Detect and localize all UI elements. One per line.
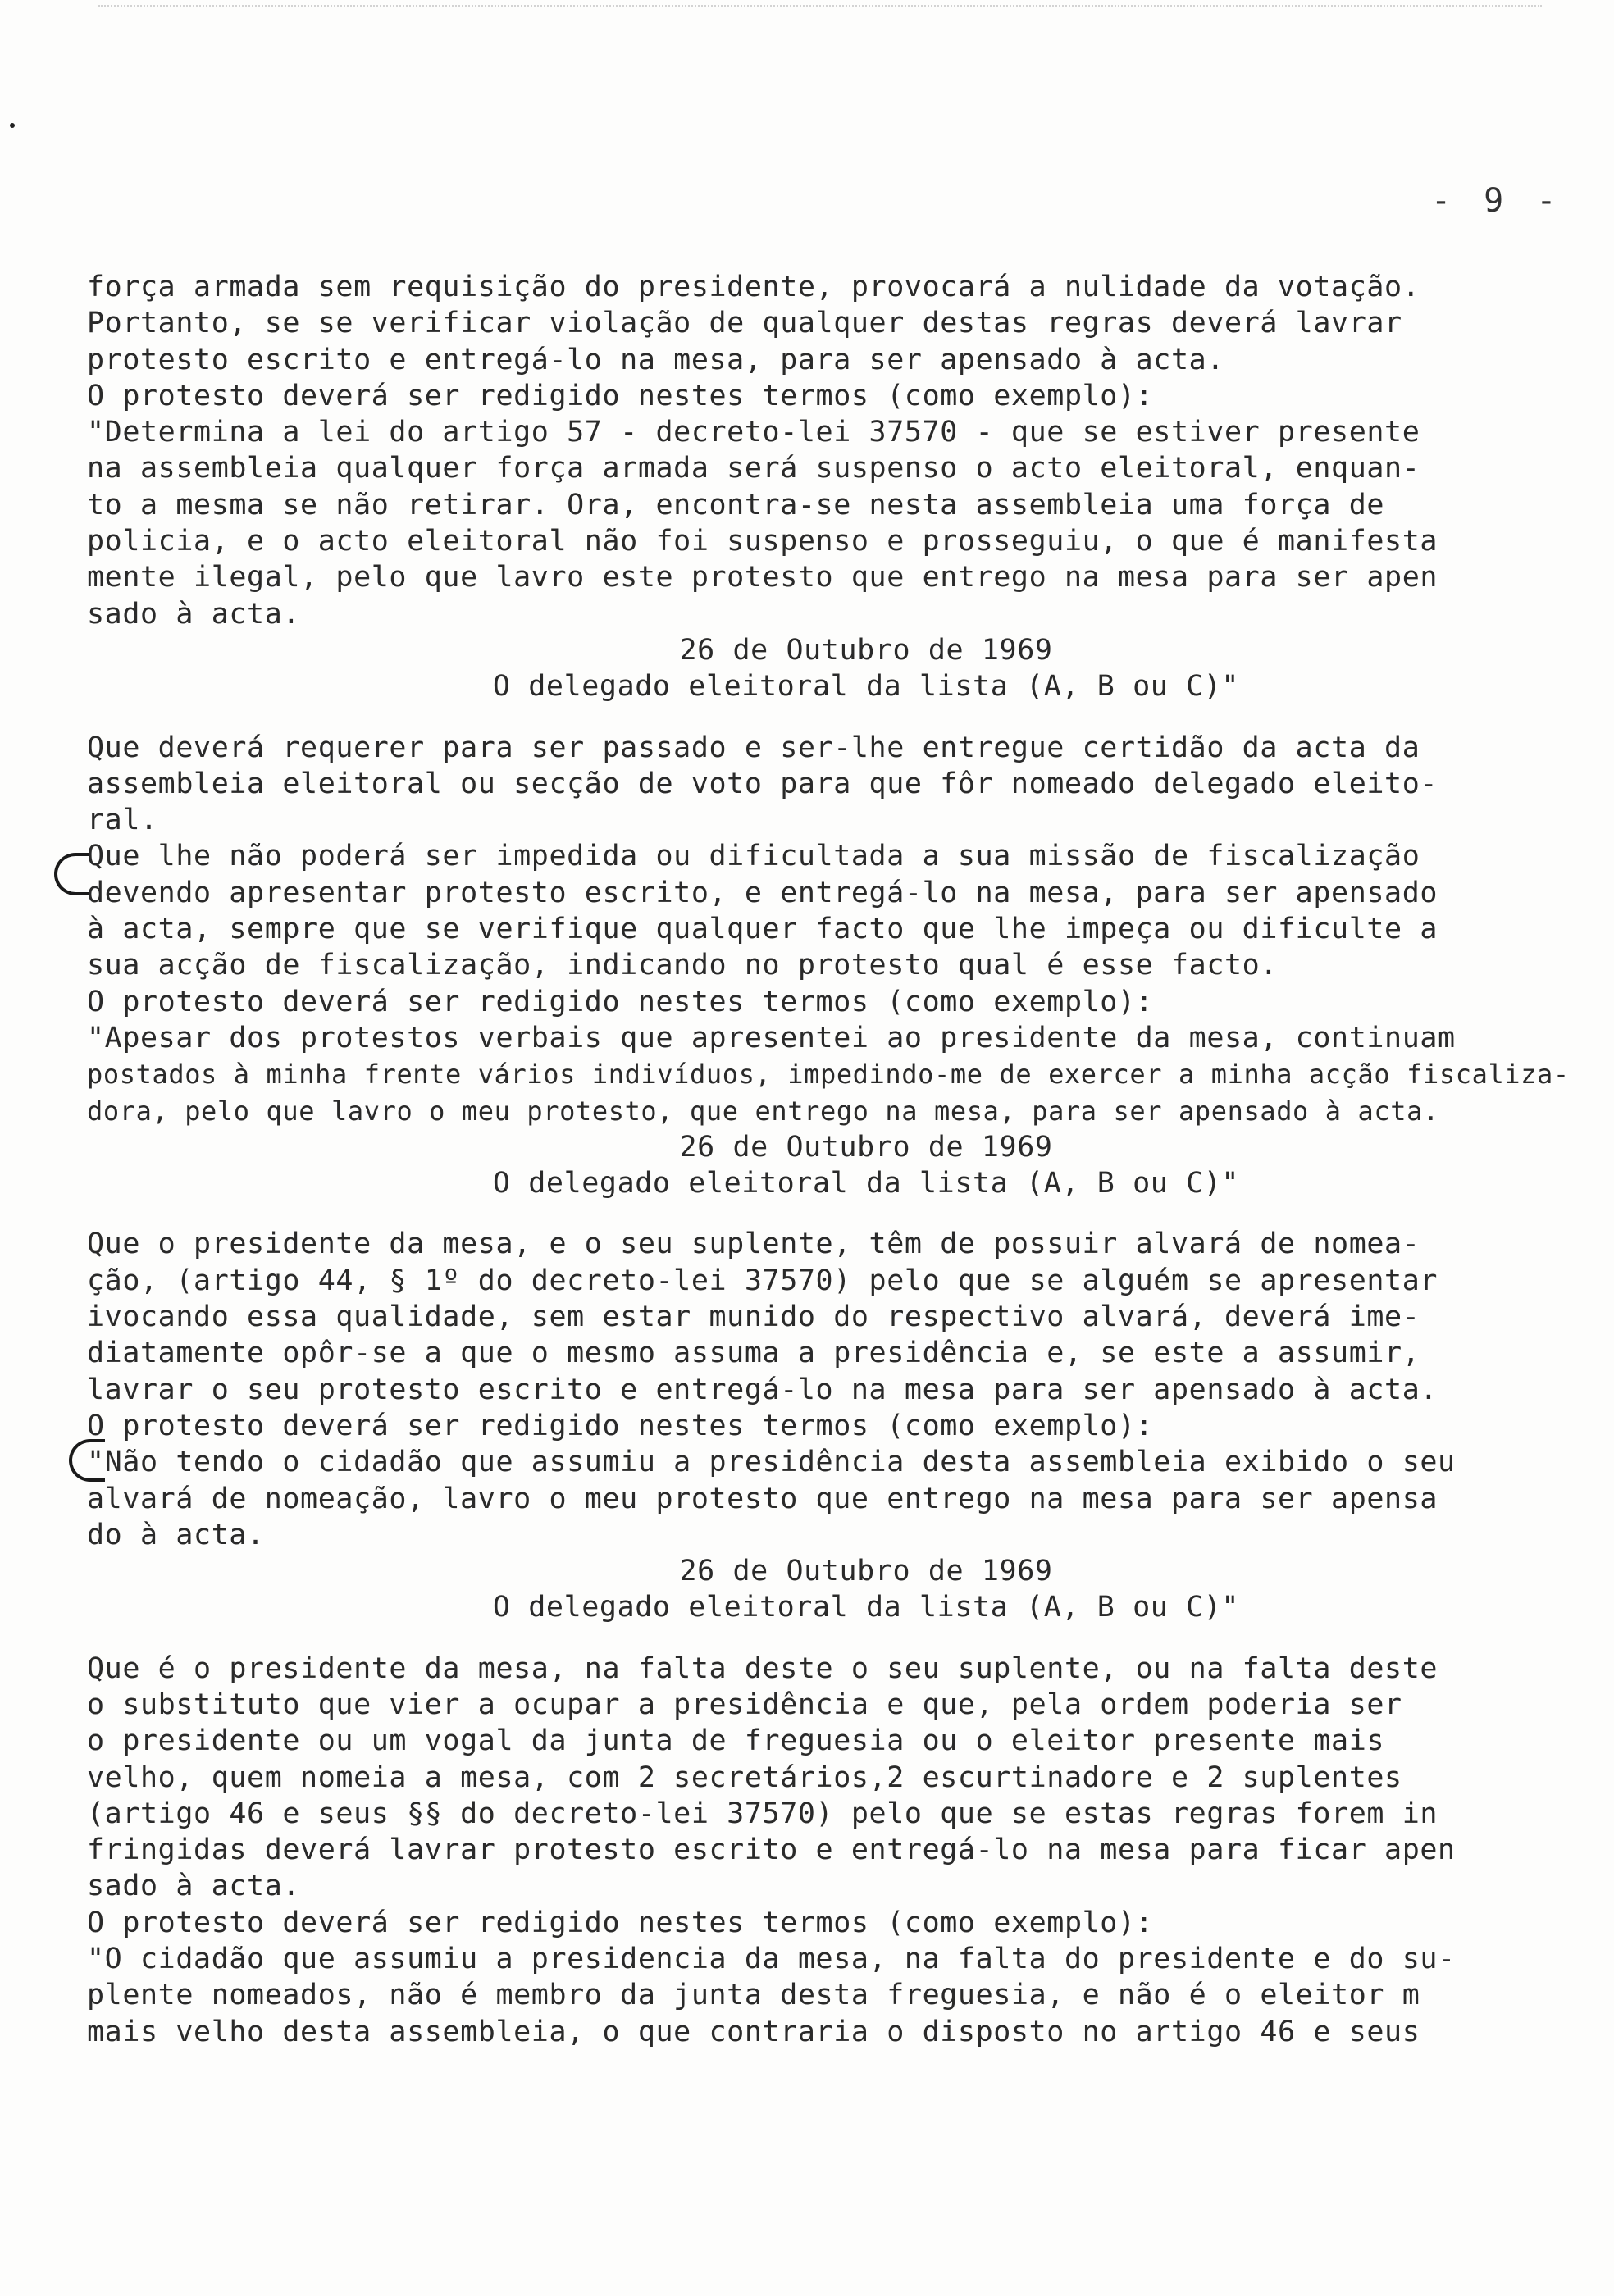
text-line: O protesto deverá ser redigido nestes termos (como exemplo): [87,985,1154,1018]
text-line: Que o presidente da mesa, e o seu suplente, têm de possuir alvará de nomea- [87,1228,1420,1261]
text-line: fringidas deverá lavrar protesto escrito e entregá-lo na mesa para ficar apen [87,1834,1456,1867]
text-line: ção, (artigo 44, § 1º do decreto-lei 37570) pelo que se alguém se apresentar [87,1264,1438,1297]
protest-date: 26 de Outubro de 1969 [679,1130,1053,1164]
text-line: policia, e o acto eleitoral não foi suspenso e prosseguiu, o que é manifesta [87,525,1438,558]
text-line: alvará de nomeação, lavro o meu protesto que entrego na mesa para ser apensa [87,1482,1438,1515]
text-line: plente nomeados, não é membro da junta desta freguesia, e não é o eleitor m [87,1979,1420,2012]
text-line: ral. [87,804,158,837]
document-body [87,269,1570,2050]
text-line: Que é o presidente da mesa, na falta deste o seu suplente, ou na falta deste [87,1651,1438,1685]
text-line: velho, quem nomeia a mesa, com 2 secretários,2 escurtinadore e 2 suplentes [87,1761,1402,1794]
page-number: - 9 - [1431,182,1563,220]
paragraph-gap [87,705,1563,730]
text-line: "O cidadão que assumiu a presidencia da mesa, na falta do presidente e do su- [87,1943,1456,1976]
text-line: assembleia eleitoral ou secção de voto para que fôr nomeado delegado eleito- [87,767,1438,800]
text-line: Portanto, se se verificar violação de qualquer destas regras deverá lavrar [87,307,1402,340]
delegate-signature: O delegado eleitoral da lista (A, B ou C)" [492,670,1240,704]
margin-bracket-mark [54,853,90,895]
text-line: protesto escrito e entregá-lo na mesa, para ser apensado à acta. [87,343,1224,376]
text-line: na assembleia qualquer força armada será suspenso o acto eleitoral, enquan- [87,452,1420,485]
text-line: devendo apresentar protesto escrito, e entregá-lo na mesa, para ser apensado [87,876,1438,909]
text-line: Que lhe não poderá ser impedida ou dificultada a sua missão de fiscalização [87,840,1420,873]
text-line: sua acção de fiscalização, indicando no protesto qual é esse facto. [87,949,1279,982]
text-line: O protesto deverá ser redigido nestes termos (como exemplo): [87,379,1154,412]
text-line: (artigo 46 e seus §§ do decreto-lei 37570) pelo que se estas regras forem in [87,1797,1438,1830]
text-line: força armada sem requisição do presidente, provocará a nulidade da votação. [87,271,1420,303]
text-line: o substituto que vier a ocupar a presidência e que, pela ordem poderia ser [87,1688,1402,1721]
text-line: "Apesar dos protestos verbais que apresentei ao presidente da mesa, continuam [87,1021,1456,1055]
text-line: dora, pelo que lavro o meu protesto, que entrego na mesa, para ser apensado à acta. [87,1095,1439,1127]
page-speck [10,123,15,128]
text-line: sado à acta. [87,597,301,631]
text-line: o presidente ou um vogal da junta de freguesia ou o eleitor presente mais [87,1724,1385,1758]
text-line: diatamente opôr-se a que o mesmo assuma a presidência e, se este a assumir, [87,1337,1420,1370]
section-1 [87,269,1563,705]
paragraph-gap [87,1201,1563,1226]
text-line: do à acta. [87,1518,265,1551]
section-2 [87,730,1570,1202]
text-line: "Determina a lei do artigo 57 - decreto-lei 37570 - que se estiver presente [87,416,1420,449]
text-line: lavrar o seu protesto escrito e entregá-lo na mesa para ser apensado à acta. [87,1373,1438,1406]
text-line: O protesto deverá ser redigido nestes termos (como exemplo): [87,1906,1154,1939]
paragraph-gap [87,1626,1563,1651]
text-line: postados à minha frente vários indivíduos, impedindo-me de exercer a minha acção fiscaliza- [87,1059,1570,1091]
delegate-signature: O delegado eleitoral da lista (A, B ou C)" [492,1167,1240,1200]
page-top-edge [98,5,1542,13]
text-line: "Não tendo o cidadão que assumiu a presidência desta assembleia exibido o seu [87,1446,1456,1479]
text-line: mais velho desta assembleia, o que contraria o disposto no artigo 46 e seus [87,2015,1420,2048]
text-line: ivocando essa qualidade, sem estar munido do respectivo alvará, deverá ime- [87,1301,1420,1334]
section-4 [87,1651,1563,2050]
text-line: Que deverá requerer para ser passado e ser-lhe entregue certidão da acta da [87,731,1420,764]
protest-date: 26 de Outubro de 1969 [679,633,1053,667]
text-line: O protesto deverá ser redigido nestes termos (como exemplo): [87,1409,1154,1442]
text-line: sado à acta. [87,1870,301,1903]
section-3 [87,1226,1563,1625]
delegate-signature: O delegado eleitoral da lista (A, B ou C)" [492,1591,1240,1624]
protest-date: 26 de Outubro de 1969 [679,1555,1053,1588]
text-line: mente ilegal, pelo que lavro este protesto que entrego na mesa para ser apen [87,561,1438,594]
text-line: à acta, sempre que se verifique qualquer facto que lhe impeça ou dificulte a [87,913,1438,946]
text-line: to a mesma se não retirar. Ora, encontra-se nesta assembleia uma força de [87,488,1385,522]
